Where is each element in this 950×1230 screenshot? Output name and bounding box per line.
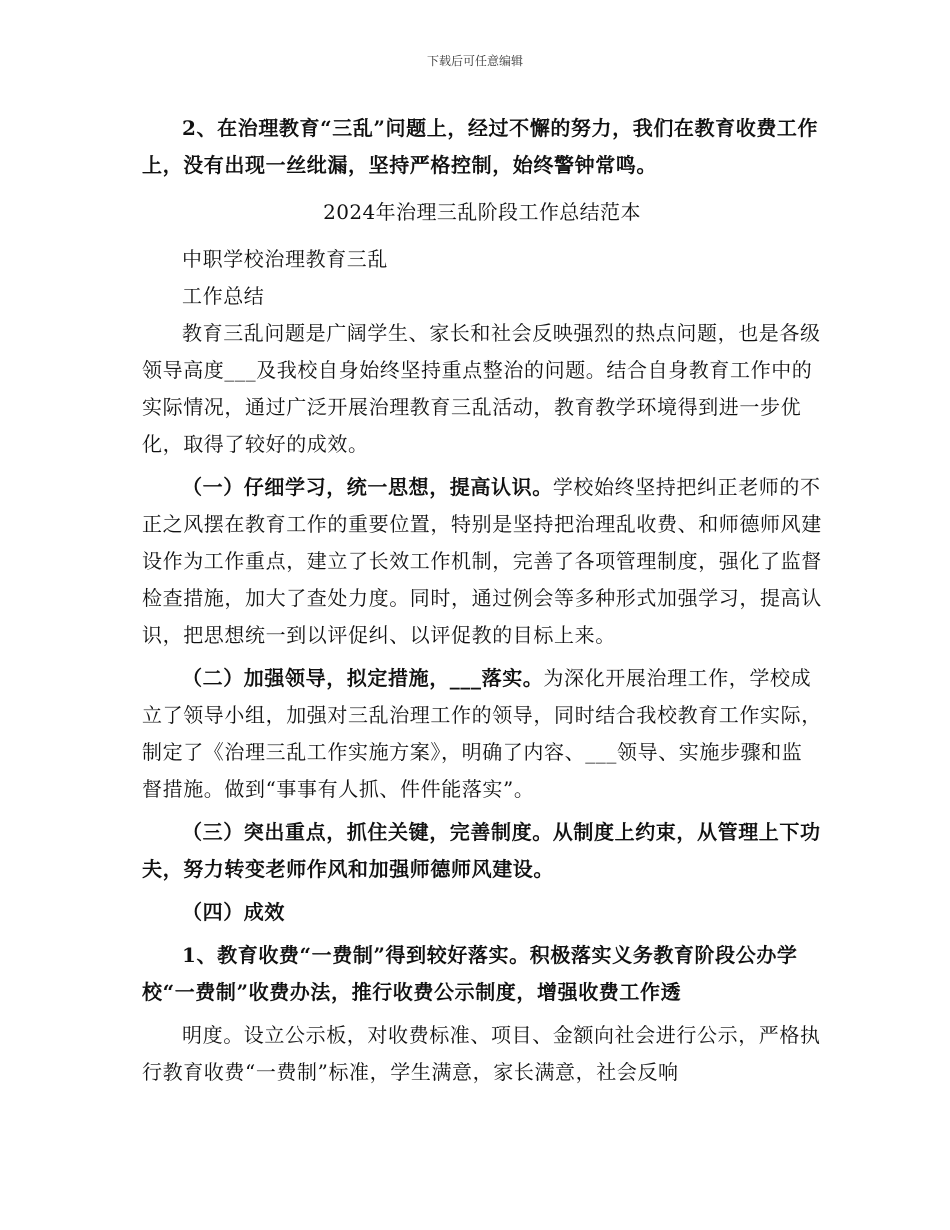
paragraph-top: 2、在治理教育“三乱”问题上，经过不懈的努力，我们在教育收费工作上，没有出现一丝纰漏，坚持严格控制，始终警钟常鸣。 (142, 116, 819, 177)
section-1 (142, 469, 822, 654)
section-2-heading: （二）加强领导，拟定措施，___落实。 (182, 666, 544, 690)
line-school: 中职学校治理教育三乱 (182, 247, 388, 271)
page-header-note: 下载后可任意编辑 (426, 54, 523, 68)
document-body (142, 110, 822, 1091)
item-1-continued: 明度。设立公示板，对收费标准、项目、金额向社会进行公示，严格执行教育收费“一费制”标准，学生满意，家长满意，社会反响 (142, 1023, 821, 1084)
section-3: （三）突出重点，抓住关键，完善制度。从制度上约束，从管理上下功夫，努力转变老师作风和加强师德师风建设。 (142, 820, 821, 881)
section-2 (142, 660, 822, 808)
section-4-heading: （四）成效 (182, 900, 285, 924)
line-summary: 工作总结 (182, 284, 265, 308)
item-1: 1、教育收费“一费制”得到较好落实。积极落实义务教育阶段公办学校“一费制”收费办法，推行收费公示制度，增强收费工作透 (142, 943, 798, 1004)
document-title: 2024年治理三乱阶段工作总结范本 (323, 200, 641, 224)
section-1-heading: （一）仔细学习，统一思想，提高认识。 (182, 475, 553, 499)
section-1-text: 学校始终坚持把纠正老师的不正之风摆在教育工作的重要位置，特别是坚持把治理乱收费、和师德师风建设作为工作重点，建立了长效工作机制，完善了各项管理制度，强化了监督检查措施，加大了查处力度。同时，通过例会等多种形式加强学习，提高认识，把思想统一到以评促纠、以评促教的目标上来。 (142, 475, 822, 647)
section-2-text: 为深化开展治理工作，学校成立了领导小组，加强对三乱治理工作的领导，同时结合我校教育工作实际，制定了《治理三乱工作实施方案》，明确了内容、___领导、实施步骤和监督措施。做到“事事有人抓、件件能落实”。 (142, 666, 822, 801)
paragraph-intro: 教育三乱问题是广阔学生、家长和社会反映强烈的热点问题，也是各级领导高度___及我校自身始终坚持重点整治的问题。结合自身教育工作中的实际情况，通过广泛开展治理教育三乱活动，教育教学环境得到进一步优化，取得了较好的成效。 (142, 321, 821, 456)
